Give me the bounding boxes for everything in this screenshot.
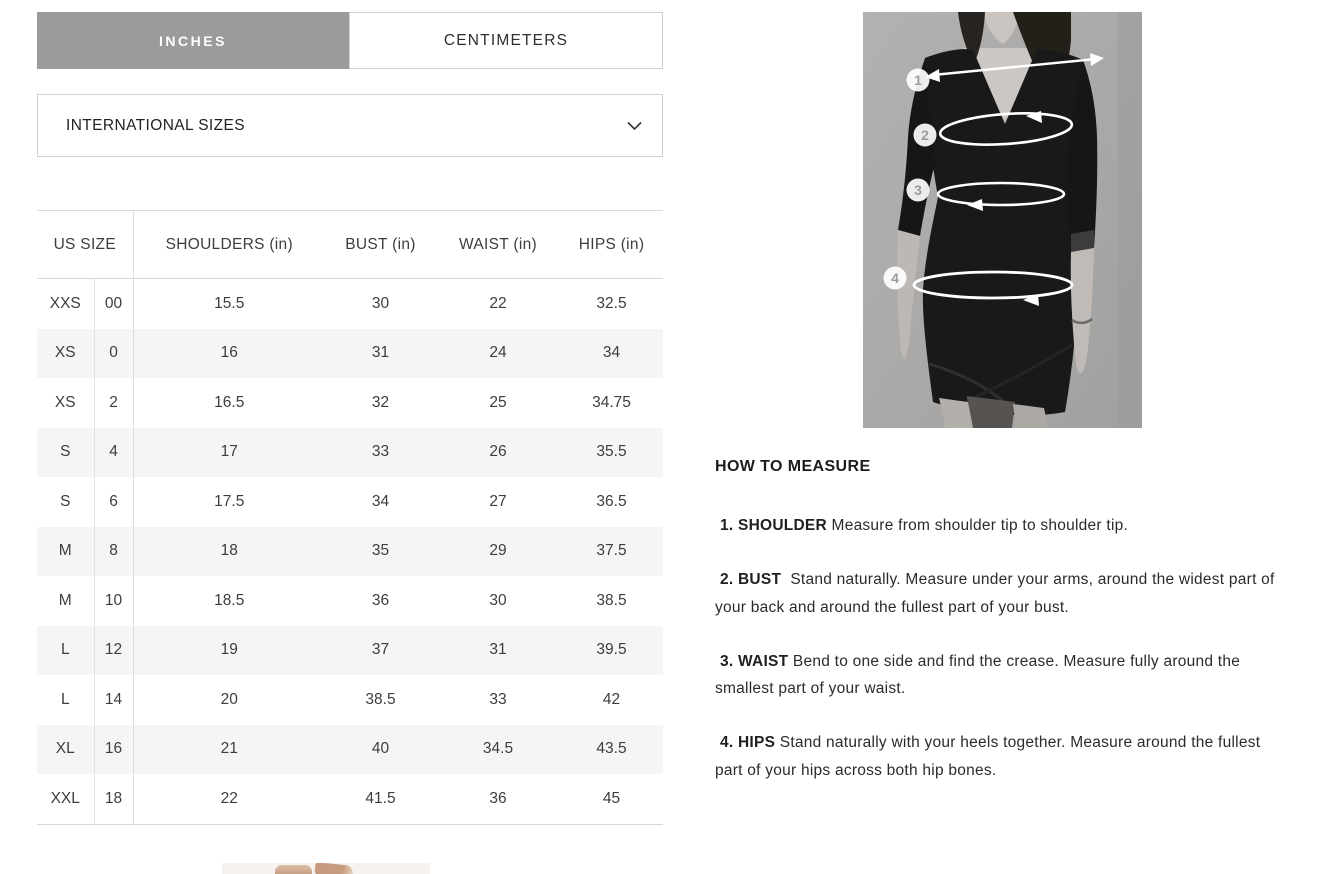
cell-shoulders: 20 [220, 690, 238, 708]
cell-shoulders: 18.5 [214, 591, 245, 609]
cell-size-label: L [37, 675, 94, 725]
cell-hips: 34.75 [592, 393, 631, 411]
table-row [37, 279, 663, 329]
international-sizes-dropdown[interactable] [37, 94, 663, 157]
size-chart-table [37, 210, 663, 825]
cell-bust: 33 [371, 443, 390, 461]
cell-us-number: 4 [94, 428, 133, 478]
cell-size-label: XXL [37, 774, 94, 824]
step-desc: Measure from shoulder tip to shoulder tip. [831, 517, 1129, 534]
table-row [37, 527, 663, 577]
table-header-row [37, 211, 663, 279]
cell-us-number: 18 [94, 774, 133, 824]
cell-waist: 29 [489, 542, 507, 560]
cell-hips: 37.5 [596, 542, 627, 560]
table-row [37, 774, 663, 824]
cell-shoulders: 17.5 [214, 492, 245, 510]
svg-text:4: 4 [891, 270, 899, 286]
measure-step [715, 729, 1281, 784]
dropdown-label: INTERNATIONAL SIZES [66, 116, 245, 134]
table-row [37, 675, 663, 725]
cell-us-number: 8 [94, 527, 133, 577]
cell-shoulders: 22 [133, 774, 325, 824]
cell-shoulders: 15.5 [214, 294, 245, 312]
cell-size-label: XS [37, 378, 94, 428]
cell-bust: 36 [371, 591, 390, 609]
cell-us-number: 14 [94, 675, 133, 725]
table-row [37, 626, 663, 676]
column-header-waist: WAIST (in) [436, 211, 560, 279]
cell-us-number: 2 [94, 378, 133, 428]
cell-hips: 45 [560, 774, 663, 824]
marker-4-badge [884, 267, 907, 290]
step-label: 1. SHOULDER [720, 517, 827, 534]
cell-shoulders: 19 [220, 641, 238, 659]
table-row [37, 428, 663, 478]
cell-size-label: S [37, 477, 94, 527]
step-label: 3. WAIST [720, 652, 789, 670]
cell-hips: 32.5 [596, 294, 627, 312]
svg-text:1: 1 [914, 72, 922, 88]
cell-waist: 36 [436, 774, 560, 824]
svg-text:3: 3 [914, 182, 922, 198]
column-header-us-size: US SIZE [37, 211, 133, 279]
cell-size-label: XL [37, 725, 94, 775]
cell-us-number: 0 [94, 329, 133, 379]
measure-step [715, 648, 1281, 703]
cell-waist: 33 [489, 690, 507, 708]
cell-us-number: 00 [94, 279, 133, 329]
cell-hips: 43.5 [596, 740, 627, 758]
measure-step [715, 512, 1281, 539]
cell-size-label: XS [37, 329, 94, 379]
marker-2-badge [914, 124, 937, 147]
tab-centimeters[interactable]: CENTIMETERS [349, 12, 663, 69]
table-row [37, 329, 663, 379]
cell-waist: 34.5 [482, 740, 514, 758]
step-label: 2. BUST [720, 571, 782, 589]
cell-us-number: 10 [94, 576, 133, 626]
cell-bust: 37 [371, 641, 390, 659]
marker-3-badge [907, 179, 930, 202]
column-header-bust: BUST (in) [325, 211, 436, 279]
cell-us-number: 6 [94, 477, 133, 527]
step-desc: Bend to one side and find the crease. Measure fully around the smallest part of your waist. [715, 652, 1241, 698]
cell-hips: 38.5 [596, 591, 627, 609]
measurement-model-image [863, 12, 1142, 428]
marker-1-badge [907, 69, 930, 92]
cell-waist: 31 [489, 641, 507, 659]
bottom-partial-image [222, 863, 430, 874]
step-desc: Stand naturally. Measure under your arms, around the widest part of your back and around the fullest part of your bust. [715, 571, 1275, 616]
table-row [37, 576, 663, 626]
cell-us-number: 12 [94, 626, 133, 676]
measure-step [715, 566, 1281, 621]
cell-size-label: L [37, 626, 94, 676]
table-row [37, 477, 663, 527]
cell-waist: 27 [489, 492, 507, 510]
cell-waist: 26 [489, 443, 507, 461]
cell-hips: 39.5 [596, 641, 627, 659]
measure-steps [715, 512, 1281, 784]
cell-hips: 36.5 [596, 492, 627, 510]
cell-bust: 35 [371, 542, 390, 560]
cell-size-label: XXS [37, 279, 94, 329]
table-row [37, 725, 663, 775]
size-table-body [37, 279, 663, 825]
cell-shoulders: 16 [220, 344, 238, 362]
cell-waist: 22 [489, 294, 507, 312]
cell-size-label: M [37, 527, 94, 577]
cell-shoulders: 17 [220, 443, 238, 461]
column-header-shoulders: SHOULDERS (in) [133, 211, 325, 279]
cell-hips: 34 [602, 344, 621, 362]
tab-inches[interactable]: INCHES [37, 12, 349, 69]
cell-bust: 34 [371, 492, 390, 510]
step-gap [781, 571, 790, 588]
how-to-measure-heading: HOW TO MEASURE [715, 458, 871, 475]
column-header-hips: HIPS (in) [560, 211, 663, 279]
cell-shoulders: 18 [220, 542, 238, 560]
cell-bust: 32 [371, 393, 390, 411]
cell-hips: 35.5 [596, 443, 627, 461]
how-to-measure-section [715, 456, 1281, 784]
cell-shoulders: 21 [220, 740, 238, 758]
cell-waist: 25 [489, 393, 507, 411]
partial-image-shape [314, 863, 353, 874]
cell-waist: 30 [489, 591, 507, 609]
step-label: 4. HIPS [720, 734, 776, 752]
cell-bust: 40 [371, 740, 390, 758]
cell-waist: 24 [489, 344, 507, 362]
cell-bust: 31 [371, 344, 390, 362]
partial-image-shape [275, 865, 312, 874]
cell-bust: 41.5 [325, 774, 436, 824]
chevron-down-icon [627, 121, 642, 131]
cell-size-label: S [37, 428, 94, 478]
unit-tabs [37, 12, 663, 69]
cell-us-number: 16 [94, 725, 133, 775]
cell-bust: 30 [371, 294, 390, 312]
cell-hips: 42 [602, 690, 621, 708]
cell-size-label: M [37, 576, 94, 626]
svg-text:2: 2 [921, 127, 929, 143]
cell-bust: 38.5 [365, 690, 396, 708]
step-desc: Stand naturally with your heels together. Measure around the fullest part of your hips across both hip bones. [715, 734, 1261, 779]
cell-shoulders: 16.5 [214, 393, 245, 411]
table-row [37, 378, 663, 428]
